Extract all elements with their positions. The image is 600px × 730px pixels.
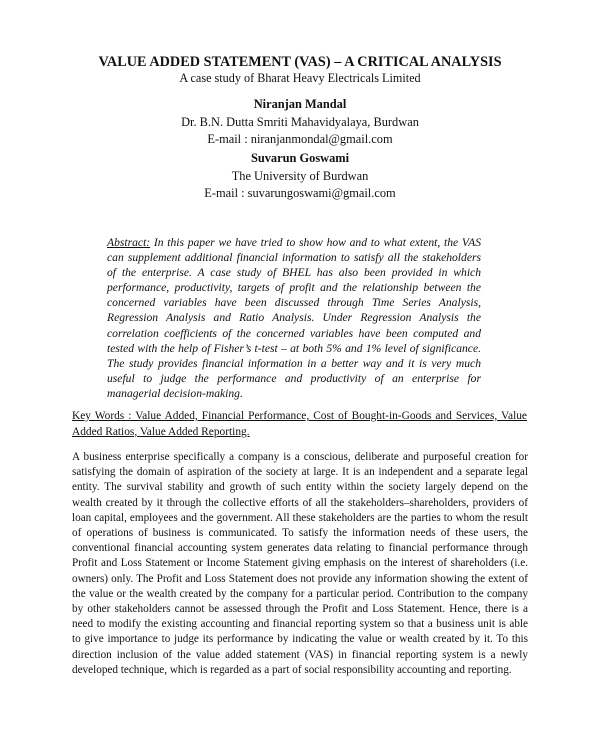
keywords-text: Key Words : Value Added, Financial Performance, Cost of Bought-in-Goods and Services, Value Added Ratios, Value Added Reporting.	[72, 410, 527, 438]
author-email: E-mail : suvarungoswami@gmail.com	[204, 186, 396, 200]
keywords	[72, 409, 527, 440]
abstract-label: Abstract:	[107, 236, 151, 249]
paper-subtitle: A case study of Bharat Heavy Electricals Limited	[179, 71, 421, 85]
author-block-1	[0, 96, 600, 149]
author-name: Niranjan Mandal	[253, 97, 347, 111]
abstract	[107, 235, 481, 401]
author-block-2	[0, 150, 600, 203]
author-email: E-mail : niranjanmondal@gmail.com	[207, 132, 393, 146]
author-affiliation: Dr. B.N. Dutta Smriti Mahavidyalaya, Burdwan	[181, 114, 419, 129]
author-affiliation: The University of Burdwan	[231, 168, 369, 183]
paper-title: VALUE ADDED STATEMENT (VAS) – A CRITICAL ANALYSIS	[98, 54, 502, 70]
abstract-text: In this paper we have tried to show how and to what extent, the VAS can supplement additional financial information to satisfy all the stakeholders of the enterprise. A case study of BHEL has also been provided in which performance, productivity, targets of profit and the relationship between the concerned variables have been discussed through Time Series Analysis, Regression Analysis and Ratio Analysis. Under Regression Analysis the correlation coefficients of the concerned variables have been computed and tested with the help of Fisher’s t-test – at both 5% and 1% level of significance. The study provides financial information in a better way and it is very much useful to judge the performance and productivity of an enterprise for managerial decision-making.	[107, 236, 481, 400]
body-paragraph: A business enterprise specifically a company is a conscious, deliberate and purposeful creation for satisfying the domain of aspiration of the society at large. It is an independent and a separate legal entity. The survival stability and growth of such entity within the society largely depend on the wealth created by it through the collective efforts of all the stakeholders–shareholders, providers of loan capital, employees and the government. All these stakeholders are the parties to whom the result of operations of business is communicated. To satisfy the information needs of these users, the conventional financial accounting system generates data relating to financial performance through Profit and Loss Statement or Income Statement giving emphasis on the interest of shareholders (i.e. owners) only. The Profit and Loss Statement does not provide any information showing the extent of the value or the wealth created by the company for a particular period. Contribution to the company by other stakeholders cannot be assessed through the Profit and Loss Statement. Hence, there is a need to modify the existing accounting and financial reporting system so that a business unit is able to give importance to judge its performance by indicating the value or wealth created by it. To this direction inclusion of the value added statement (VAS) in financial reporting system is a newly developed technique, which is regarded as a part of social responsibility accounting and reporting.	[72, 451, 528, 676]
author-name: Suvarun Goswami	[250, 151, 350, 165]
